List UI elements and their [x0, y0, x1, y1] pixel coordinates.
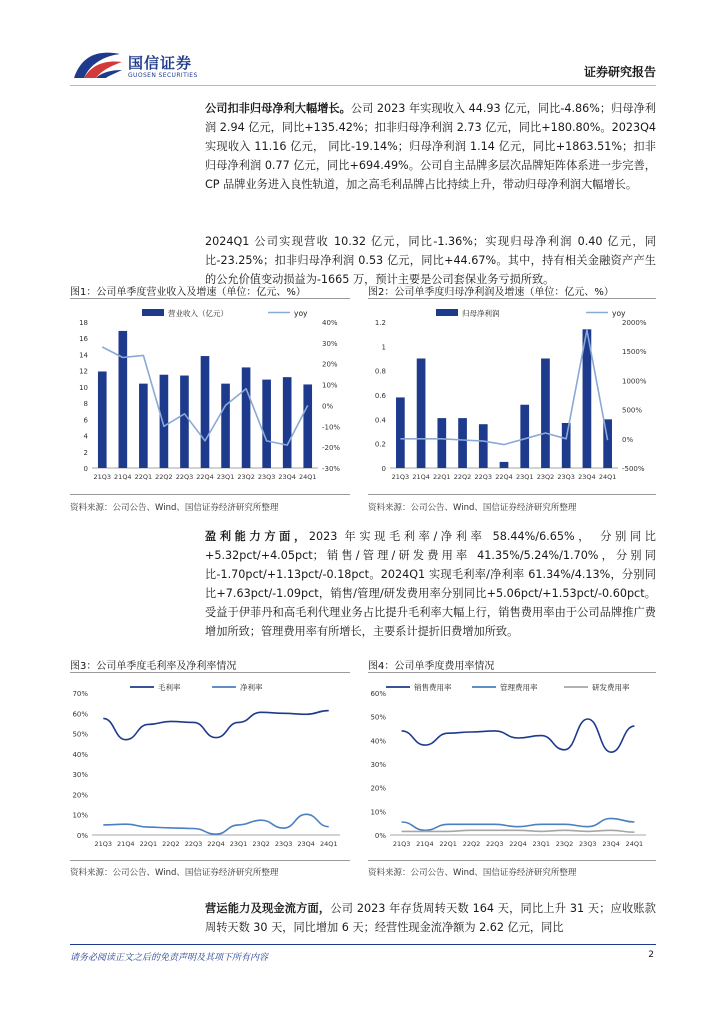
- x-tick-label: 22Q1: [433, 473, 451, 481]
- y2-tick-label: 1000%: [622, 377, 647, 386]
- bar-23Q2: [541, 359, 550, 469]
- bar-22Q2: [458, 418, 467, 468]
- y-tick-label: 10%: [72, 811, 88, 820]
- x-tick-label: 22Q1: [439, 840, 457, 848]
- y-tick-label: 6: [83, 416, 88, 425]
- x-tick-label: 22Q2: [155, 473, 173, 481]
- y-tick-label: 12: [79, 367, 88, 376]
- company-logo: [70, 48, 210, 84]
- y-tick-label: 4: [83, 432, 88, 441]
- y-tick-label: 1: [381, 343, 386, 352]
- x-tick-label: 22Q3: [485, 840, 504, 848]
- x-tick-label: 23Q1: [229, 840, 248, 848]
- bar-22Q4: [500, 462, 509, 468]
- yoy-line: [400, 330, 607, 445]
- legend-label-bar: 营业收入（亿元）: [168, 309, 228, 318]
- x-tick-label: 23Q3: [557, 473, 575, 481]
- bar-23Q2: [242, 367, 251, 468]
- bar-22Q3: [180, 376, 189, 468]
- series-line-2: [402, 830, 635, 832]
- legend-label-line: yoy: [294, 309, 308, 318]
- y-tick-label: 0: [381, 465, 386, 473]
- y-tick-label: 50%: [370, 713, 386, 722]
- figure-1-title: 图1：公司单季度营业收入及增速（单位：亿元、%）: [70, 287, 306, 298]
- logo-name-en: GUOSEN SECURITIES: [128, 72, 198, 79]
- figure-3-title-rule: [70, 672, 350, 673]
- figure-3-chart: [70, 676, 350, 858]
- figure-3-source: 资料来源：公司公告、Wind、国信证券经济研究所整理: [70, 868, 279, 878]
- legend-swatch-bar: [142, 309, 164, 316]
- x-tick-label: 22Q4: [509, 840, 527, 848]
- y2-tick-label: 500%: [622, 406, 643, 415]
- figure-4-source: 资料来源：公司公告、Wind、国信证券经济研究所整理: [368, 868, 577, 878]
- series-line-0: [103, 711, 328, 740]
- y-tick-label: 1.2: [374, 319, 386, 327]
- x-tick-label: 23Q2: [237, 473, 255, 481]
- figure-2-bottom-rule: [368, 494, 656, 495]
- y-tick-label: 50%: [72, 730, 88, 739]
- paragraph-lead: 盈利能力方面，: [205, 530, 309, 543]
- y-tick-label: 40%: [370, 737, 386, 746]
- y-tick-label: 0.8: [374, 367, 386, 376]
- logo-mark-icon: [70, 48, 124, 84]
- figure-4-title-rule: [368, 672, 656, 673]
- x-tick-label: 22Q2: [453, 473, 472, 481]
- legend-label-bar: 归母净利润: [462, 309, 500, 318]
- bar-22Q2: [160, 375, 169, 468]
- disclaimer-note: 请务必阅读正文之后的免责声明及其项下所有内容: [70, 953, 269, 963]
- y2-tick-label: 20%: [322, 360, 338, 369]
- bar-22Q1: [437, 418, 446, 468]
- figure-1-title-rule: [70, 298, 350, 299]
- x-tick-label: 21Q3: [94, 840, 113, 848]
- legend-swatch-bar: [436, 309, 458, 316]
- x-tick-label: 23Q3: [579, 840, 597, 848]
- report-type-label: 证券研究报告: [583, 65, 656, 79]
- x-tick-label: 24Q1: [319, 840, 338, 848]
- x-tick-label: 21Q4: [114, 473, 132, 481]
- y-tick-label: 0.4: [374, 416, 386, 425]
- x-tick-label: 21Q3: [93, 473, 112, 481]
- figure-4-bottom-rule: [368, 860, 656, 861]
- x-tick-label: 21Q4: [416, 840, 434, 848]
- x-tick-label: 22Q4: [207, 840, 225, 848]
- figure-3-title: 图3：公司单季度毛利率及净利率情况: [70, 661, 237, 672]
- x-tick-label: 23Q4: [297, 840, 315, 848]
- y2-tick-label: -30%: [322, 465, 341, 473]
- bar-23Q3: [262, 380, 271, 468]
- paragraph-body: 2024Q1 公司实现营收 10.32 亿元，同比-1.36%；实现归母净利润 0.40 亿元，同比-23.25%；扣非归母净利润 0.53 亿元，同比+44.67%。其中，持有相关金融资产产生的公允价值变动损益为-1665 万，预计主要是公司套保业务亏损所致。: [205, 235, 656, 286]
- y-tick-label: 16: [79, 335, 88, 344]
- x-tick-label: 23Q4: [602, 840, 620, 848]
- y2-tick-label: -500%: [622, 465, 645, 473]
- bar-23Q3: [562, 423, 571, 468]
- x-tick-label: 23Q4: [578, 473, 596, 481]
- y2-tick-label: -20%: [322, 444, 341, 453]
- y2-tick-label: -10%: [322, 423, 341, 432]
- y-tick-label: 0.2: [374, 440, 386, 449]
- figure-4-title: 图4：公司单季度费用率情况: [368, 661, 495, 672]
- y2-tick-label: 10%: [322, 381, 338, 390]
- x-tick-label: 21Q4: [117, 840, 135, 848]
- x-tick-label: 23Q2: [555, 840, 574, 848]
- legend-label-2: 研发费用率: [592, 683, 630, 692]
- y2-tick-label: 1500%: [622, 348, 647, 357]
- legend-label-0: 毛利率: [158, 683, 181, 692]
- figure-1-chart: [70, 302, 350, 492]
- bar-22Q1: [139, 384, 148, 468]
- bar-24Q1: [303, 384, 312, 468]
- x-tick-label: 22Q4: [495, 473, 513, 481]
- y-tick-label: 60%: [72, 710, 88, 719]
- bar-21Q4: [119, 331, 128, 468]
- footer-divider: [70, 944, 656, 945]
- figure-2-source: 资料来源：公司公告、Wind、国信证券经济研究所整理: [368, 503, 577, 513]
- paragraph-2024q1: [205, 232, 656, 289]
- x-tick-label: 24Q1: [298, 473, 317, 481]
- x-tick-label: 22Q3: [175, 473, 194, 481]
- paragraph-profitability: [205, 527, 656, 641]
- x-tick-label: 21Q4: [412, 473, 430, 481]
- x-tick-label: 22Q2: [462, 840, 481, 848]
- figure-1-bottom-rule: [70, 494, 350, 495]
- x-tick-label: 21Q3: [392, 840, 411, 848]
- paragraph-body: 2023 年实现毛利率/净利率 58.44%/6.65%， 分别同比+5.32pct/+4.05pct；销售/管理/研发费用率 41.35%/5.24%/1.70%，分别同比-1.70pct/+1.13pct/-0.18pct。2024Q1 实现毛利率/净利率 61.34%/4.13%，分别同比+7.63pct/-1.09pct，销售/管理/研发费用率分别同比+5.06pct/+1.53pct/-0.60pct。受益于伊菲丹和高毛利代理业务占比提升毛利率大幅上行，销售费用率由于公司品牌推广费增加所致；管理费用率有所增长，主要系计提折旧费增加所致。: [205, 530, 656, 638]
- y-tick-label: 8: [83, 400, 88, 409]
- y-tick-label: 30%: [370, 761, 386, 769]
- paragraph-operations: [205, 899, 656, 937]
- x-tick-label: 24Q1: [625, 840, 644, 848]
- x-tick-label: 22Q1: [139, 840, 158, 848]
- figure-2-title: 图2：公司单季度归母净利润及增速（单位：亿元、%）: [368, 287, 614, 298]
- y-tick-label: 14: [79, 351, 88, 360]
- legend-label-1: 净利率: [240, 683, 263, 692]
- bar-22Q4: [201, 356, 210, 468]
- legend-label-line: yoy: [612, 309, 626, 318]
- logo-name-cn: 国信证券: [128, 54, 193, 72]
- x-tick-label: 23Q2: [252, 840, 270, 848]
- figure-2-title-rule: [368, 298, 656, 299]
- x-tick-label: 22Q1: [134, 473, 153, 481]
- page-number: 2: [648, 950, 654, 960]
- bar-23Q4: [283, 377, 292, 468]
- y2-tick-label: 2000%: [622, 319, 647, 327]
- x-tick-label: 22Q4: [196, 473, 214, 481]
- y-tick-label: 30%: [72, 771, 88, 780]
- paragraph-profit-growth: [205, 99, 656, 194]
- y-tick-label: 0%: [374, 832, 386, 840]
- page-header: [0, 0, 724, 90]
- bar-21Q4: [417, 359, 426, 469]
- bar-23Q1: [520, 405, 529, 468]
- paragraph-body: 公司 2023 年实现收入 44.93 亿元，同比-4.86%；归母净利润 2.94 亿元，同比+135.42%；扣非归母净利润 2.73 亿元，同比+180.80%。2023Q4 实现收入 11.16 亿元， 同比-19.14%；归母净利润 1.14 亿元，同比+1863.51%；扣非归母净利润 0.77 亿元，同比+694.49%。公司自主品牌多层次品牌矩阵体系进一步完善，CP 品牌业务进入良性轨道，加之高毛利品牌占比持续上升，带动归母净利润大幅增长。: [205, 102, 656, 191]
- series-line-0: [402, 719, 635, 752]
- bar-23Q1: [221, 384, 230, 468]
- y-tick-label: 60%: [370, 690, 386, 698]
- x-tick-label: 23Q3: [274, 840, 293, 848]
- paragraph-body: 公司 2023 年存货周转天数 164 天，同比上升 31 天；应收账款周转天数 30 天，同比增加 6 天；经营性现金流净额为 2.62 亿元，同比: [205, 902, 656, 934]
- x-tick-label: 22Q3: [474, 473, 493, 481]
- x-tick-label: 23Q1: [216, 473, 235, 481]
- x-tick-label: 23Q1: [532, 840, 551, 848]
- x-tick-label: 23Q1: [515, 473, 534, 481]
- y2-tick-label: 0%: [622, 435, 634, 444]
- y-tick-label: 10%: [370, 808, 386, 817]
- y2-tick-label: 0%: [322, 402, 334, 411]
- figure-3-bottom-rule: [70, 860, 350, 861]
- y-tick-label: 0%: [76, 832, 88, 840]
- figure-1-source: 资料来源：公司公告、Wind、国信证券经济研究所整理: [70, 503, 279, 513]
- paragraph-lead: 公司扣非归母净利大幅增长。: [205, 102, 351, 115]
- y2-tick-label: 40%: [322, 319, 338, 327]
- x-tick-label: 23Q3: [257, 473, 276, 481]
- y-tick-label: 40%: [72, 750, 88, 759]
- y-tick-label: 0: [83, 465, 88, 473]
- x-tick-label: 22Q2: [162, 840, 180, 848]
- figure-2-chart: [368, 302, 656, 492]
- y-tick-label: 70%: [72, 690, 88, 698]
- paragraph-lead: 营运能力及现金流方面，: [205, 902, 331, 915]
- bar-21Q3: [98, 371, 107, 468]
- y-tick-label: 10: [79, 383, 88, 392]
- x-tick-label: 21Q3: [391, 473, 410, 481]
- series-line-1: [402, 818, 635, 830]
- legend-label-0: 销售费用率: [414, 683, 452, 692]
- y-tick-label: 20%: [72, 791, 88, 800]
- figure-4-chart: [368, 676, 656, 858]
- y-tick-label: 20%: [370, 784, 386, 793]
- x-tick-label: 23Q2: [536, 473, 555, 481]
- bar-21Q3: [396, 397, 405, 468]
- legend-label-1: 管理费用率: [500, 683, 538, 692]
- series-line-1: [103, 814, 328, 834]
- bar-22Q3: [479, 424, 488, 468]
- x-tick-label: 24Q1: [598, 473, 617, 481]
- y-tick-label: 18: [79, 319, 88, 327]
- y-tick-label: 0.6: [374, 392, 386, 400]
- header-divider: [70, 85, 656, 86]
- x-tick-label: 22Q3: [184, 840, 203, 848]
- y2-tick-label: 30%: [322, 339, 338, 348]
- x-tick-label: 23Q4: [278, 473, 296, 481]
- y-tick-label: 2: [83, 448, 88, 457]
